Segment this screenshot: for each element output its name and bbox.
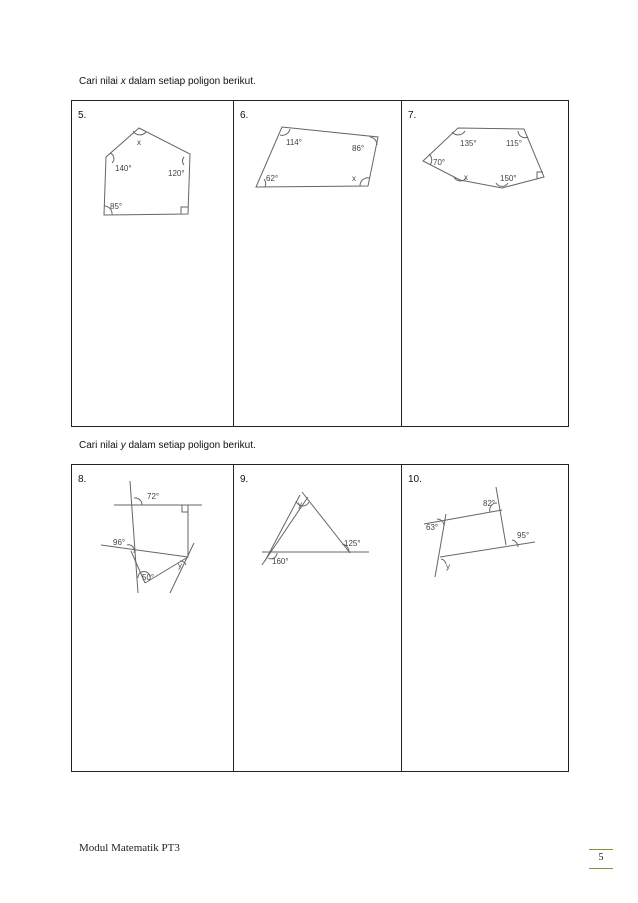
question-number: 9. [240, 474, 249, 485]
angle-label: 160° [272, 557, 289, 566]
angle-label: 82° [483, 499, 496, 508]
polygon-diagram-7 [402, 101, 569, 427]
footer-title: Modul Matematik PT3 [79, 842, 180, 854]
instruction-2 [79, 440, 256, 451]
question-number: 6. [240, 110, 249, 121]
question-cell-7 [402, 101, 569, 427]
question-number: 8. [78, 474, 87, 485]
question-number: 5. [78, 110, 87, 121]
polygon-diagram-9 [234, 465, 402, 772]
instruction-variable: x [120, 76, 126, 87]
angle-label: x [352, 174, 356, 183]
angle-label: 95° [517, 531, 530, 540]
instruction-text: dalam setiap poligon berikut. [125, 76, 256, 87]
question-table-2 [71, 464, 569, 772]
polygon-diagram-8 [72, 465, 234, 772]
angle-label: 120° [168, 169, 185, 178]
angle-label: 86° [352, 144, 365, 153]
angle-label: 63° [426, 523, 439, 532]
angle-label: 115° [506, 139, 522, 148]
angle-label: 85° [110, 202, 123, 211]
angle-label: 50° [142, 573, 155, 582]
question-number: 10. [408, 474, 422, 485]
angle-label: 72° [147, 492, 160, 501]
angle-label: 114° [286, 138, 302, 147]
angle-label: x [137, 138, 141, 147]
instruction-1 [79, 76, 256, 87]
question-cell-5 [72, 101, 234, 427]
instruction-variable: y [120, 440, 126, 451]
angle-label: 150° [500, 174, 517, 183]
instruction-text: dalam setiap poligon berikut. [125, 440, 256, 451]
angle-label: 70° [433, 158, 446, 167]
polygon-diagram-5 [72, 101, 234, 427]
instruction-text: Cari nilai [79, 76, 121, 87]
page-number-rule-bottom [589, 868, 613, 869]
polygon-diagram-6 [234, 101, 402, 427]
angle-label: x [464, 173, 468, 182]
question-cell-8 [72, 465, 234, 772]
angle-label: y [178, 561, 182, 570]
question-cell-10 [402, 465, 569, 772]
angle-label: 140° [115, 164, 132, 173]
page-number: 5 [598, 852, 604, 863]
angle-label: 62° [266, 174, 279, 183]
polygon-diagram-10 [402, 465, 569, 772]
question-table-1 [71, 100, 569, 427]
question-number: 7. [408, 110, 417, 121]
question-cell-9 [234, 465, 402, 772]
angle-label: 125° [344, 539, 361, 548]
angle-label: y [446, 562, 450, 571]
question-cell-6 [234, 101, 402, 427]
angle-label: y [298, 500, 302, 509]
angle-label: 96° [113, 538, 126, 547]
page-number-rule-top [589, 849, 613, 850]
instruction-text: Cari nilai [79, 440, 121, 451]
angle-label: 135° [460, 139, 477, 148]
